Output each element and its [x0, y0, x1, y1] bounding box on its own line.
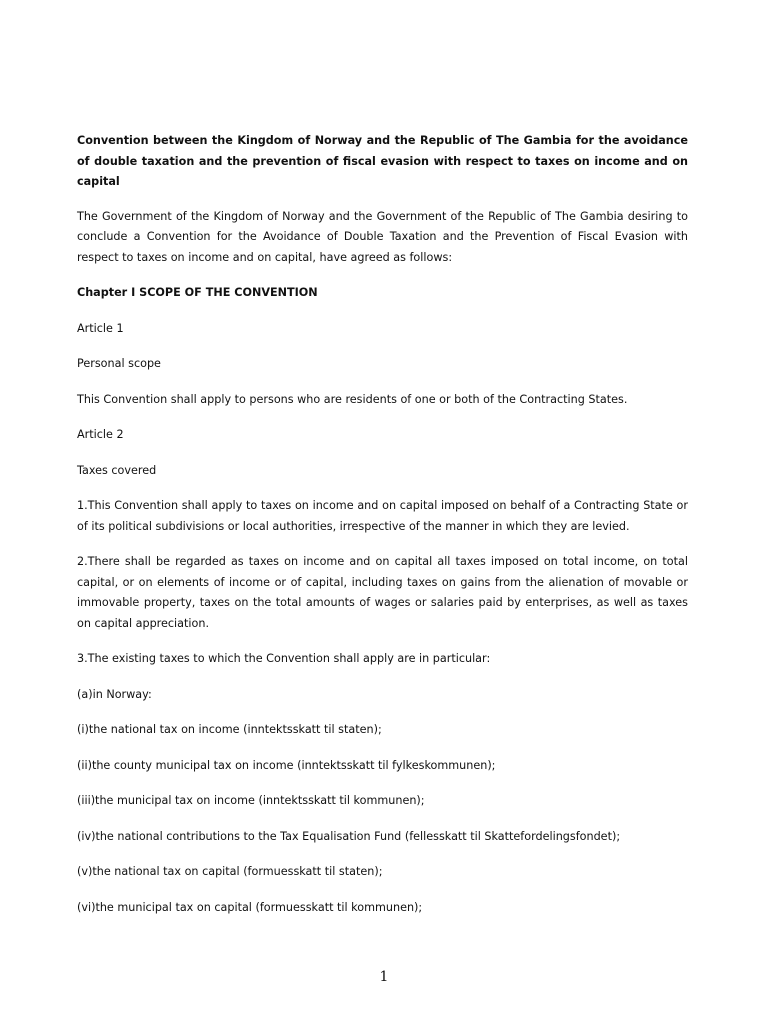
norway-tax-item: (iv)the national contributions to the Tax Equalisation Fund (fellesskatt til Skattefordelingsfondet); [77, 829, 621, 843]
preamble-paragraph: The Government of the Kingdom of Norway and the Government of the Republic of The Gambia desiring to conclude a Convention for the Avoidance of Double Taxation and the Prevention of Fiscal Evasion with respect to taxes on income and on capital, have agreed as follows: [77, 209, 688, 264]
norway-tax-item: (v)the national tax on capital (formuesskatt til staten); [77, 865, 383, 878]
article-2-paragraph-1: 1.This Convention shall apply to taxes on income and on capital imposed on behalf of a Contracting State or of its political subdivisions or local authorities, irrespective of the manner in which they are levied. [77, 499, 688, 533]
document-body [77, 131, 688, 933]
article-2-paragraph-3: 3.The existing taxes to which the Convention shall apply are in particular: [77, 652, 491, 665]
norway-tax-item: (ii)the county municipal tax on income (inntektsskatt til fylkeskommunen); [77, 758, 496, 772]
norway-tax-item: (i)the national tax on income (inntektsskatt til staten); [77, 723, 382, 736]
article-1-title: Personal scope [77, 357, 161, 370]
article-2-paragraph-2: 2.There shall be regarded as taxes on income and on capital all taxes imposed on total income, on total capital, or on elements of income or of capital, including taxes on gains from the alienation of movable or immovable property, taxes on the total amounts of wages or salaries paid by enterprises, as well as taxes on capital appreciation. [77, 555, 688, 630]
article-2-heading: Article 2 [77, 428, 124, 441]
document-title: Convention between the Kingdom of Norway and the Republic of The Gambia for the avoidance of double taxation and the prevention of fiscal evasion with respect to taxes on income and on capital [77, 134, 688, 188]
norway-tax-item: (iii)the municipal tax on income (inntektsskatt til kommunen); [77, 794, 425, 807]
article-2-title: Taxes covered [77, 463, 157, 477]
norway-tax-item: (vi)the municipal tax on capital (formuesskatt til kommunen); [77, 900, 423, 914]
chapter-heading: Chapter I SCOPE OF THE CONVENTION [77, 286, 318, 299]
article-1-text: This Convention shall apply to persons who are residents of one or both of the Contracting States. [77, 392, 628, 406]
page-number: 1 [379, 969, 389, 985]
norway-heading: (a)in Norway: [77, 687, 152, 701]
article-1-heading: Article 1 [77, 321, 124, 335]
